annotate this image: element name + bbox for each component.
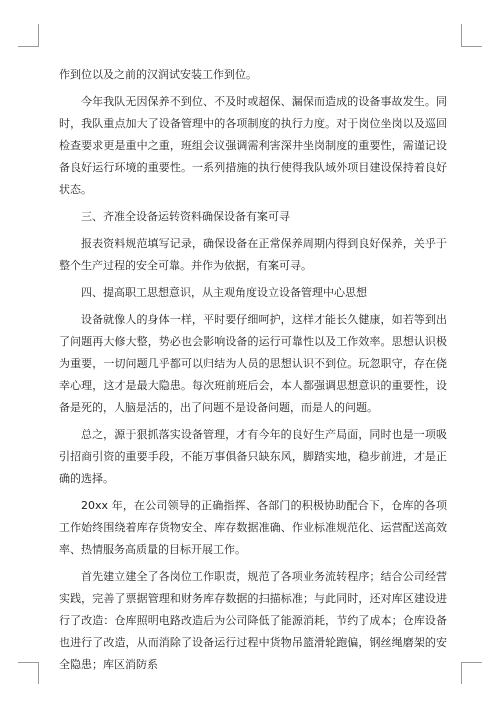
crop-mark-bottom-left-horizontal (18, 662, 39, 663)
crop-mark-top-left-horizontal (18, 46, 39, 47)
paragraph-4: 报表资料规范填写记录，确保设备在正常保养周期内得到良好保养，关乎于整个生产过程的安全可靠。并作为依据，有案可寻。 (59, 237, 447, 272)
paragraph-6: 设备就像人的身体一样，平时要仔细呵护，这样才能长久健康，如若等到出了问题再大修大整，势必也会影响设备的运行可靠性以及工作效率。思想认识极为重要，一切问题几乎都可以归结为人员的思想认识不到位。玩忽职守，存在侥幸心理，这才是最大隐患。每次班前班后会，本人都强调思想意识的重要性，设备是死的，人脑是活的，出了问题不是设备问题，而是人的问题。 (59, 313, 447, 414)
section-heading-3: 三、齐准全设备运转资料确保设备有案可寻 (81, 210, 290, 223)
paragraph-1: 作到位以及之前的汉润试安装工作到位。 (59, 68, 257, 81)
paragraph-8: 20xx 年，在公司领导的正确指挥、各部门的积极协助配合下，仓库的各项工作始终围绕着库存货物安全、库存数据准确、作业标准规范化、运营配送高效率、热情服务高质量的目标开展工作。 (59, 499, 447, 556)
paragraph-7: 总之，源于狠抓落实设备管理，才有今年的良好生产局面，同时也是一项吸引招商引资的重要手段，不能万事俱备只缺东风，脚踏实地，稳步前进，才是正确的选择。 (59, 428, 447, 485)
crop-mark-bottom-right-horizontal (461, 662, 482, 663)
crop-mark-bottom-right-vertical (461, 662, 462, 684)
paragraph-9: 首先建立建全了各岗位工作职责，规范了各项业务流转程序；结合公司经营实践，完善了票据管理和财务库存数据的扫描标准；与此同时，还对库区建设进行了改造：仓库照明电路改造后为公司降低了能源消耗，节约了成本；仓库设备也进行了改造，从而消除了设备运行过程中货物吊篮滑轮跑偏，钢丝绳磨架的安全隐患；库区消防系 (59, 570, 447, 671)
section-heading-4: 四、提高职工思想意识，从主观角度设立设备管理中心思想 (81, 286, 367, 299)
crop-mark-bottom-left-vertical (38, 662, 39, 684)
crop-mark-top-right-vertical (461, 24, 462, 46)
paragraph-2: 今年我队无因保养不到位、不及时或超保、漏保而造成的设备事故发生。同时，我队重点加大了设备管理中的各项制度的执行力度。对于岗位坐岗以及巡回检查要求更是重中之重，班组会议强调需利害深井坐岗制度的重要性，需谨记设备良好运行环境的重要性。一系列措施的执行使得我队域外项目建设保持着良好状态。 (59, 95, 447, 196)
crop-mark-top-left-vertical (38, 24, 39, 46)
crop-mark-top-right-horizontal (461, 46, 482, 47)
document-body (59, 64, 447, 681)
